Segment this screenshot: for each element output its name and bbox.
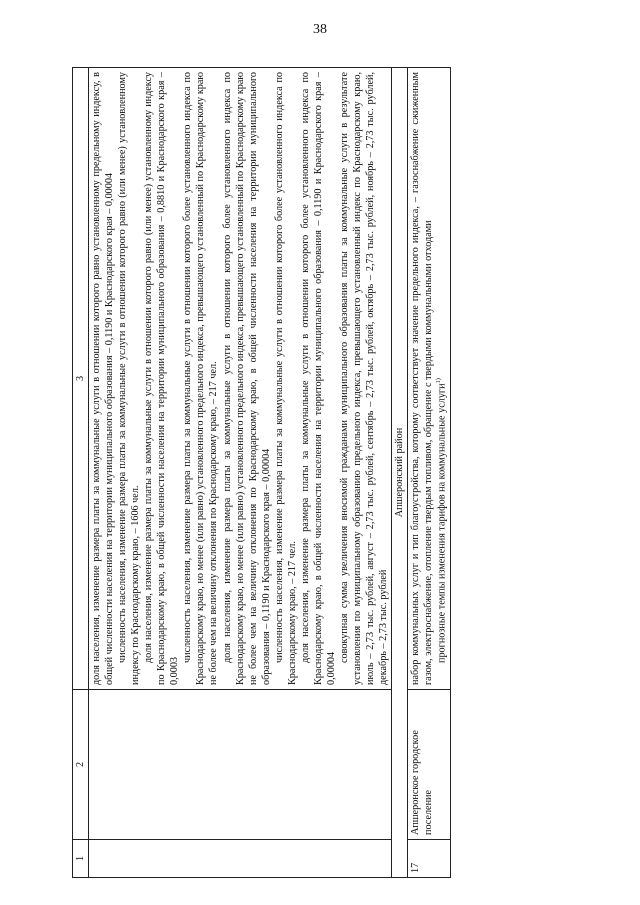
region-row [392, 68, 408, 878]
header-cell-1: 1 [73, 840, 89, 878]
paragraph-8: совокупная сумма увеличения вносимой гражданами муниципального образования платы за коммунальные услуги в результате установления по муниципальному образованию предельного индекса, превышающего установленный индекс по Краснодарскому краю, июль – 2,73 тыс. рублей, август – 2,73 тыс. рублей, сентябрь – 2,73 тыс. рублей, октябрь – 2,73 тыс. рублей, ноябрь – 2,73 тыс. рублей, декабрь – 2,73 тыс. рублей [338, 72, 390, 685]
header-cell-3: 3 [73, 68, 89, 690]
row-17-num: 17 [408, 840, 451, 878]
row-17-name: Апшеронское городское поселение [408, 690, 451, 840]
tariff-table [72, 67, 451, 878]
continued-num-cell [89, 840, 392, 878]
row-17 [408, 68, 451, 878]
paragraph-3: доля населения, изменение размера платы за коммунальные услуги в отношении которого равно (или менее) установленному индексу по Краснодарскому краю, в общей численности населения на территории муниципального образования – 0,8810 и Краснодарского края – 0,0003 [143, 72, 181, 685]
row-17-last-line [435, 72, 448, 685]
continued-name-cell [89, 690, 392, 840]
row-17-paragraph: набор коммунальных услуг и тип благоустройства, которому соответствует значение предельного индекса, – газоснабжение сжиженным газом, электроснабжение, отопление твердым топливом, обращение с твердыми коммунальными отходами [410, 72, 435, 685]
row-17-text [408, 68, 451, 690]
paragraph-6: численность населения, изменение размера платы за коммунальные услуги в отношении которого более установленного индекса по Краснодарскому краю, – 217 чел. [273, 72, 298, 685]
header-cell-2: 2 [73, 690, 89, 840]
region-title: Апшеронский район [392, 68, 408, 878]
row-17-last-line-text: прогнозные темпы изменения тарифов на коммунальные услуги [436, 383, 448, 663]
continued-row [89, 68, 392, 878]
rotated-table-container [72, 68, 550, 878]
paragraph-4: численность населения, изменение размера платы за коммунальные услуги в отношении которого более установленного индекса по Краснодарскому краю, но менее (или равно) установленного предельного индекса, превышающего установленный по Краснодарскому краю не более чем на величину отклонения по Краснодарскому краю, – 217 чел. [182, 72, 220, 685]
paragraph-1: доля населения, изменение размера платы за коммунальные услуги в отношении которого равно установленному предельному индексу, в общей численности населения на территории муниципального образования – 0,1190 и Краснодарского края – 0,00004 [91, 72, 116, 685]
paragraph-5: доля населения, изменение размера платы за коммунальные услуги в отношении которого более установленного индекса по Краснодарскому краю, но менее (или равно) установленного предельного индекса, превышающего установленный по Краснодарскому краю не более чем на величину отклонения по Краснодарскому краю, в общей численности населения на территории муниципального образования – 0,1190 и Краснодарского края – 0,00004 [221, 72, 272, 685]
table-header-row [73, 68, 89, 878]
footnote-mark: 1) [435, 378, 443, 384]
paragraph-7: доля населения, изменение размера платы за коммунальные услуги в отношении которого более установленного индекса по Краснодарскому краю, в общей численности населения на территории муниципального образования – 0,1190 и Краснодарского края – 0,00004 [299, 72, 337, 685]
paragraph-2: численность населения, изменение размера платы за коммунальные услуги в отношении которого равно (или менее) установленному индексу по Краснодарскому краю, – 1606 чел. [117, 72, 142, 685]
page-number: 38 [313, 22, 327, 37]
continued-text-cell [89, 68, 392, 690]
